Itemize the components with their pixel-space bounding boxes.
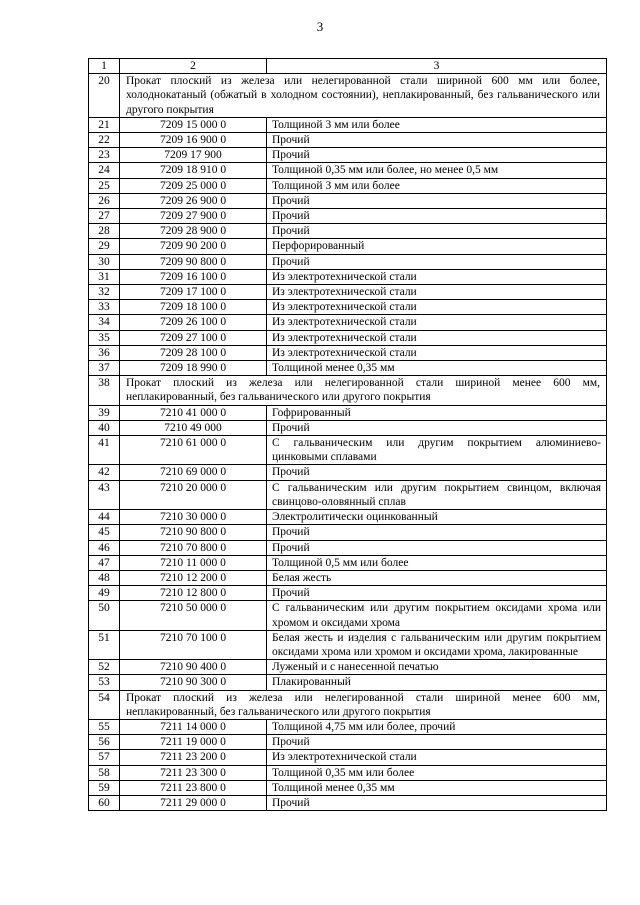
row-number: 57 xyxy=(89,750,120,765)
table-row xyxy=(89,163,607,178)
product-code: 7210 30 000 0 xyxy=(120,510,267,525)
row-number: 56 xyxy=(89,735,120,750)
product-code: 7210 70 100 0 xyxy=(120,630,267,659)
product-description: Плакированный xyxy=(267,675,607,690)
table-row xyxy=(89,586,607,601)
product-code: 7209 25 000 0 xyxy=(120,178,267,193)
product-code: 7209 18 100 0 xyxy=(120,300,267,315)
table-row xyxy=(89,555,607,570)
product-description: Перфорированный xyxy=(267,239,607,254)
table-row xyxy=(89,630,607,659)
product-code: 7209 26 100 0 xyxy=(120,315,267,330)
product-description: Из электротехнической стали xyxy=(267,315,607,330)
row-number: 30 xyxy=(89,254,120,269)
product-description: С гальваническим или другим покрытием оксидами хрома или хромом и оксидами хрома xyxy=(267,601,607,630)
product-description: Из электротехнической стали xyxy=(267,345,607,360)
product-code: 7209 18 990 0 xyxy=(120,361,267,376)
table-row xyxy=(89,178,607,193)
row-number: 59 xyxy=(89,780,120,795)
product-description: Прочий xyxy=(267,795,607,810)
product-description: Прочий xyxy=(267,525,607,540)
product-code: 7209 16 900 0 xyxy=(120,133,267,148)
product-description: Электролитически оцинкованный xyxy=(267,510,607,525)
row-number: 26 xyxy=(89,193,120,208)
row-number: 43 xyxy=(89,480,120,509)
table-row xyxy=(89,376,607,405)
product-code: 7210 20 000 0 xyxy=(120,480,267,509)
product-code: 7209 26 900 0 xyxy=(120,193,267,208)
header-col-1: 1 xyxy=(89,59,120,74)
product-code: 7209 15 000 0 xyxy=(120,117,267,132)
table-row xyxy=(89,525,607,540)
row-number: 33 xyxy=(89,300,120,315)
product-code: 7210 61 000 0 xyxy=(120,436,267,465)
product-code: 7209 17 100 0 xyxy=(120,285,267,300)
table-row xyxy=(89,148,607,163)
row-number: 20 xyxy=(89,74,120,118)
table-row xyxy=(89,465,607,480)
product-description: Из электротехнической стали xyxy=(267,269,607,284)
table-header-row xyxy=(89,59,607,74)
table-row xyxy=(89,345,607,360)
product-code: 7210 90 800 0 xyxy=(120,525,267,540)
product-description: Прочий xyxy=(267,254,607,269)
table-row xyxy=(89,735,607,750)
product-code: 7209 27 900 0 xyxy=(120,209,267,224)
table-row xyxy=(89,239,607,254)
row-number: 37 xyxy=(89,361,120,376)
row-number: 60 xyxy=(89,795,120,810)
product-code: 7210 11 000 0 xyxy=(120,555,267,570)
tariff-table xyxy=(88,58,607,811)
product-description: Толщиной 0,35 мм или более xyxy=(267,765,607,780)
row-number: 47 xyxy=(89,555,120,570)
product-code: 7209 28 900 0 xyxy=(120,224,267,239)
header-col-3: 3 xyxy=(267,59,607,74)
row-number: 54 xyxy=(89,690,120,719)
product-description: Из электротехнической стали xyxy=(267,750,607,765)
product-code: 7211 29 000 0 xyxy=(120,795,267,810)
row-number: 22 xyxy=(89,133,120,148)
row-number: 48 xyxy=(89,570,120,585)
product-code: 7210 69 000 0 xyxy=(120,465,267,480)
row-number: 39 xyxy=(89,405,120,420)
row-number: 27 xyxy=(89,209,120,224)
table-row xyxy=(89,795,607,810)
row-number: 52 xyxy=(89,660,120,675)
table-row xyxy=(89,436,607,465)
table-row xyxy=(89,510,607,525)
table-row xyxy=(89,601,607,630)
table-row xyxy=(89,570,607,585)
product-code: 7209 28 100 0 xyxy=(120,345,267,360)
table-row xyxy=(89,660,607,675)
row-number: 51 xyxy=(89,630,120,659)
page-number: 3 xyxy=(316,19,324,34)
table-row xyxy=(89,405,607,420)
product-code: 7211 23 200 0 xyxy=(120,750,267,765)
table-row xyxy=(89,480,607,509)
product-code: 7209 90 800 0 xyxy=(120,254,267,269)
product-description: Белая жесть и изделия с гальваническим или другим покрытием оксидами хрома или хромом и оксидами хрома, лакированные xyxy=(267,630,607,659)
product-code: 7211 23 300 0 xyxy=(120,765,267,780)
table-row xyxy=(89,269,607,284)
table-row xyxy=(89,540,607,555)
product-code: 7209 17 900 xyxy=(120,148,267,163)
product-description: Прочий xyxy=(267,420,607,435)
row-number: 32 xyxy=(89,285,120,300)
product-description: Из электротехнической стали xyxy=(267,330,607,345)
product-code: 7210 41 000 0 xyxy=(120,405,267,420)
row-number: 45 xyxy=(89,525,120,540)
table-row xyxy=(89,74,607,118)
product-description: Толщиной 0,35 мм или более, но менее 0,5 мм xyxy=(267,163,607,178)
product-description: Прочий xyxy=(267,540,607,555)
product-description: Толщиной менее 0,35 мм xyxy=(267,780,607,795)
row-number: 44 xyxy=(89,510,120,525)
product-description: Прочий xyxy=(267,224,607,239)
product-code: 7210 12 800 0 xyxy=(120,586,267,601)
row-number: 29 xyxy=(89,239,120,254)
table-row xyxy=(89,224,607,239)
row-number: 53 xyxy=(89,675,120,690)
product-description: Белая жесть xyxy=(267,570,607,585)
product-description: С гальваническим или другим покрытием свинцом, включая свинцово-оловянный сплав xyxy=(267,480,607,509)
product-description: Прочий xyxy=(267,148,607,163)
product-description: Гофрированный xyxy=(267,405,607,420)
table-row xyxy=(89,315,607,330)
product-code: 7210 49 000 xyxy=(120,420,267,435)
product-description: Прочий xyxy=(267,465,607,480)
product-code: 7211 19 000 0 xyxy=(120,735,267,750)
product-code: 7209 16 100 0 xyxy=(120,269,267,284)
table-row xyxy=(89,330,607,345)
row-number: 46 xyxy=(89,540,120,555)
table-row xyxy=(89,133,607,148)
row-number: 38 xyxy=(89,376,120,405)
row-number: 50 xyxy=(89,601,120,630)
product-description: Толщиной 3 мм или более xyxy=(267,178,607,193)
row-number: 24 xyxy=(89,163,120,178)
product-code: 7210 12 200 0 xyxy=(120,570,267,585)
table-row xyxy=(89,690,607,719)
table-row xyxy=(89,750,607,765)
table-row xyxy=(89,420,607,435)
row-number: 34 xyxy=(89,315,120,330)
product-code: 7211 14 000 0 xyxy=(120,719,267,734)
product-description: Из электротехнической стали xyxy=(267,285,607,300)
row-number: 58 xyxy=(89,765,120,780)
table-row xyxy=(89,300,607,315)
row-number: 49 xyxy=(89,586,120,601)
product-code: 7211 23 800 0 xyxy=(120,780,267,795)
table-row xyxy=(89,361,607,376)
product-description: Прочий xyxy=(267,193,607,208)
row-number: 31 xyxy=(89,269,120,284)
table-row xyxy=(89,117,607,132)
row-number: 23 xyxy=(89,148,120,163)
product-description: Прочий xyxy=(267,735,607,750)
section-heading: Прокат плоский из железа или нелегированной стали шириной 600 мм или более, холоднокатаный (обжатый в холодном состоянии), неплакированный, без гальванического или другого покрытия xyxy=(120,74,607,118)
product-description: Прочий xyxy=(267,586,607,601)
product-description: Толщиной менее 0,35 мм xyxy=(267,361,607,376)
section-heading: Прокат плоский из железа или нелегированной стали шириной менее 600 мм, неплакированный, без гальванического или другого покрытия xyxy=(120,376,607,405)
product-code: 7210 70 800 0 xyxy=(120,540,267,555)
table-row xyxy=(89,209,607,224)
row-number: 42 xyxy=(89,465,120,480)
product-description: Толщиной 3 мм или более xyxy=(267,117,607,132)
table-row xyxy=(89,780,607,795)
product-code: 7210 50 000 0 xyxy=(120,601,267,630)
row-number: 28 xyxy=(89,224,120,239)
product-description: Луженый и с нанесенной печатью xyxy=(267,660,607,675)
product-description: Из электротехнической стали xyxy=(267,300,607,315)
product-code: 7209 90 200 0 xyxy=(120,239,267,254)
product-description: С гальваническим или другим покрытием алюминиево-цинковыми сплавами xyxy=(267,436,607,465)
product-code: 7209 27 100 0 xyxy=(120,330,267,345)
product-description: Толщиной 0,5 мм или более xyxy=(267,555,607,570)
row-number: 35 xyxy=(89,330,120,345)
product-code: 7209 18 910 0 xyxy=(120,163,267,178)
section-heading: Прокат плоский из железа или нелегированной стали шириной менее 600 мм, неплакированный, без гальванического или другого покрытия xyxy=(120,690,607,719)
table-row xyxy=(89,719,607,734)
product-code: 7210 90 300 0 xyxy=(120,675,267,690)
product-description: Прочий xyxy=(267,133,607,148)
table-row xyxy=(89,193,607,208)
row-number: 21 xyxy=(89,117,120,132)
table-row xyxy=(89,765,607,780)
row-number: 55 xyxy=(89,719,120,734)
table-row xyxy=(89,285,607,300)
row-number: 40 xyxy=(89,420,120,435)
table-row xyxy=(89,254,607,269)
row-number: 25 xyxy=(89,178,120,193)
product-description: Прочий xyxy=(267,209,607,224)
table-row xyxy=(89,675,607,690)
header-col-2: 2 xyxy=(120,59,267,74)
product-description: Толщиной 4,75 мм или более, прочий xyxy=(267,719,607,734)
row-number: 36 xyxy=(89,345,120,360)
product-code: 7210 90 400 0 xyxy=(120,660,267,675)
row-number: 41 xyxy=(89,436,120,465)
